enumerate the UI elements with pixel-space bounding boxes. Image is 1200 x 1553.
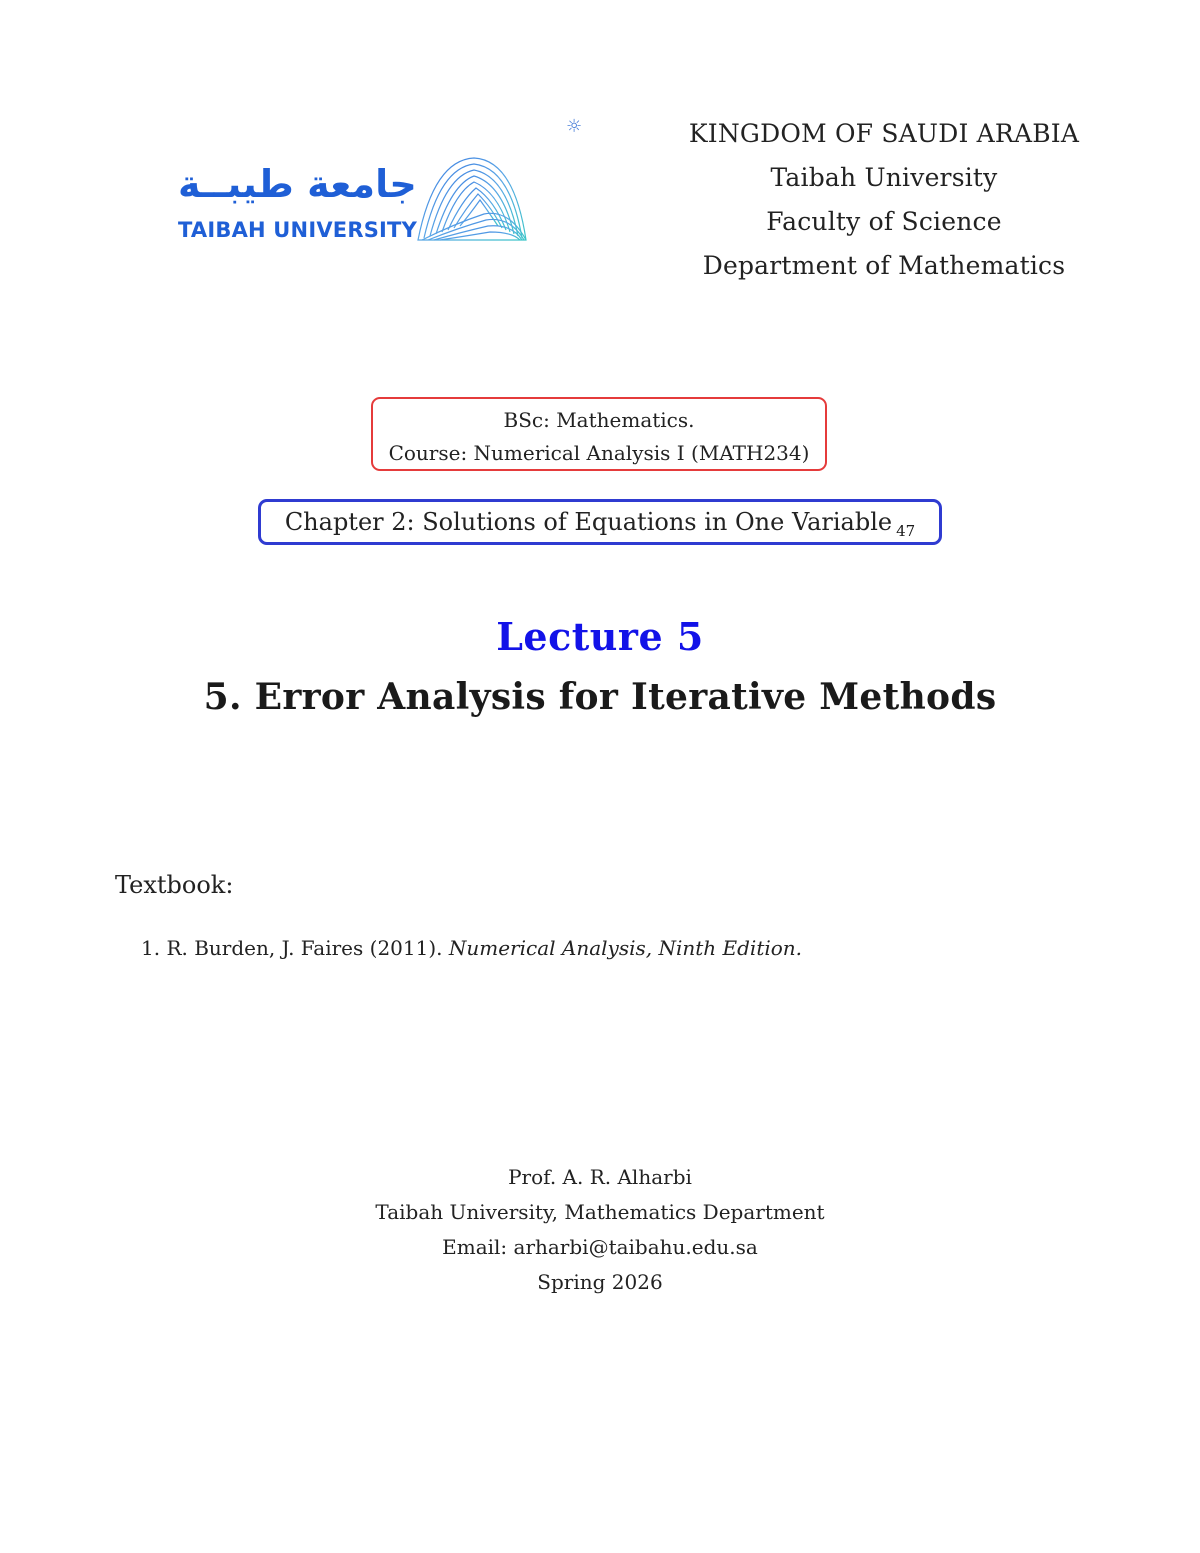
reference-number: 1. bbox=[141, 936, 161, 960]
chapter-title: Chapter 2: Solutions of Equations in One Variable bbox=[284, 508, 893, 536]
reference-edition: , Ninth Edition. bbox=[645, 936, 803, 960]
lecture-heading: 5. Error Analysis for Iterative Methods bbox=[203, 676, 997, 718]
author-name: Prof. A. R. Alharbi bbox=[508, 1165, 692, 1189]
logo-arabic-name: جامعة طيبــة bbox=[178, 162, 417, 206]
course-name: Course: Numerical Analysis I (MATH234) bbox=[388, 441, 810, 465]
logo-latin-name: TAIBAH UNIVERSITY bbox=[178, 218, 417, 242]
term: Spring 2026 bbox=[537, 1270, 663, 1294]
program-name: BSc: Mathematics. bbox=[503, 408, 695, 432]
reference-authors: R. Burden, J. Faires (2011). bbox=[166, 936, 443, 960]
faculty-name: Faculty of Science bbox=[766, 207, 1002, 236]
textbook-reference bbox=[141, 936, 802, 960]
university-name: Taibah University bbox=[770, 163, 998, 192]
course-info-box bbox=[371, 397, 827, 471]
institution-header bbox=[640, 112, 1128, 288]
chapter-page-ref: 47 bbox=[896, 522, 916, 540]
author-footer bbox=[0, 1160, 1200, 1300]
department-name: Department of Mathematics bbox=[702, 251, 1066, 280]
author-email: Email: arharbi@taibahu.edu.sa bbox=[442, 1235, 758, 1259]
logo-emblem-icon bbox=[414, 154, 529, 244]
university-logo bbox=[170, 150, 535, 250]
textbook-label: Textbook: bbox=[115, 871, 234, 899]
sun-icon: ☼ bbox=[566, 116, 583, 137]
country-name: KINGDOM OF SAUDI ARABIA bbox=[688, 119, 1080, 148]
reference-book-title: Numerical Analysis bbox=[448, 936, 646, 960]
lecture-label: Lecture 5 bbox=[496, 614, 704, 659]
chapter-box bbox=[258, 499, 942, 545]
author-affiliation: Taibah University, Mathematics Department bbox=[375, 1200, 825, 1224]
